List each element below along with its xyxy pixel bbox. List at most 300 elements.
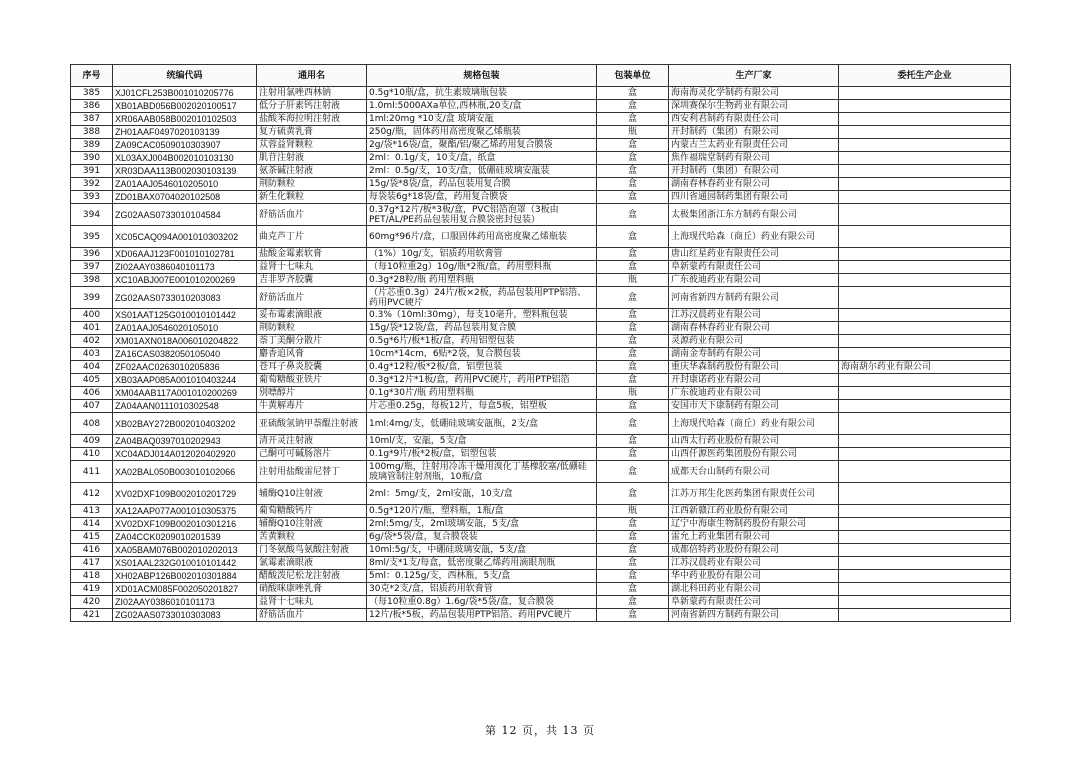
cell-unit: 盒 [597,609,669,622]
cell-seq: 421 [71,609,113,622]
cell-code: XA05BAM076B002010202013 [113,544,257,557]
cell-seq: 413 [71,505,113,518]
cell-seq: 408 [71,413,113,435]
cell-manufacturer: 太极集团浙江东方制药有限公司 [669,204,839,226]
cell-spec: 片芯重0.25g，每板12片，每盒5板，铝塑板 [367,400,597,413]
cell-unit: 盒 [597,261,669,274]
cell-manufacturer: 开封制药（集团）有限公司 [669,165,839,178]
cell-contractor [839,374,1011,387]
cell-contractor [839,400,1011,413]
cell-seq: 396 [71,248,113,261]
cell-manufacturer: 江苏万邦生化医药集团有限责任公司 [669,483,839,505]
cell-manufacturer: 广东彼迪药业有限公司 [669,274,839,287]
cell-spec: 0.3g*12片*1板/盒，药用PVC硬片，药用PTP铝箔 [367,374,597,387]
table-row [71,483,1011,505]
cell-spec: 2ml:5mg/支，2ml玻璃安瓿，5支/盒 [367,518,597,531]
table-row [71,387,1011,400]
cell-unit: 盒 [597,413,669,435]
cell-unit: 盒 [597,557,669,570]
cell-spec: 0.3g*28粒/瓶 药用塑料瓶 [367,274,597,287]
cell-code: ZH01AAF0497020103139 [113,126,257,139]
cell-generic-name: 硝酸咪康唑乳膏 [257,583,367,596]
cell-unit: 瓶 [597,126,669,139]
cell-generic-name: 曲克芦丁片 [257,226,367,248]
cell-code: XJ01CFL253B001010205776 [113,87,257,100]
cell-code: ZD01BAX0704020102508 [113,191,257,204]
cell-generic-name: 辅酶Q10注射液 [257,483,367,505]
cell-seq: 385 [71,87,113,100]
cell-contractor [839,435,1011,448]
cell-seq: 411 [71,461,113,483]
cell-code: XC05CAQ094A001010303202 [113,226,257,248]
table-row [71,287,1011,309]
cell-manufacturer: 湖南春林春药业有限公司 [669,178,839,191]
table-row [71,87,1011,100]
cell-manufacturer: 河南省新四方制药有限公司 [669,287,839,309]
cell-generic-name: 苁蓉益肾颗粒 [257,139,367,152]
cell-code: ZG02AAS0733010203083 [113,287,257,309]
cell-spec: 0.1g*30片/瓶 药用塑料瓶 [367,387,597,400]
table-row [71,226,1011,248]
cell-contractor [839,570,1011,583]
cell-spec: （每10粒重2g）10g/瓶*2瓶/盒，药用塑料瓶 [367,261,597,274]
cell-code: XV02DXF109B002010201729 [113,483,257,505]
cell-seq: 403 [71,348,113,361]
cell-seq: 397 [71,261,113,274]
cell-seq: 398 [71,274,113,287]
cell-spec: 0.5g*120片/瓶，塑料瓶，1瓶/盒 [367,505,597,518]
cell-seq: 387 [71,113,113,126]
cell-code: XD01ACM085F002050201827 [113,583,257,596]
cell-manufacturer: 成都倍特药业股份有限公司 [669,544,839,557]
table-row [71,596,1011,609]
table-row [71,113,1011,126]
cell-unit: 瓶 [597,505,669,518]
cell-unit: 盒 [597,87,669,100]
cell-seq: 410 [71,448,113,461]
column-header-code: 统编代码 [113,65,257,87]
cell-unit: 瓶 [597,274,669,287]
cell-spec: 1.0ml:5000AXa单位,西林瓶,20支/盒 [367,100,597,113]
column-header-generic-name: 通用名 [257,65,367,87]
cell-spec: 0.1g*9片/板*2板/盒，铝塑包装 [367,448,597,461]
cell-generic-name: 妥布霉素滴眼液 [257,309,367,322]
cell-unit: 盒 [597,139,669,152]
cell-manufacturer: 山西仟源医药集团股份有限公司 [669,448,839,461]
table-row [71,609,1011,622]
cell-unit: 盒 [597,178,669,191]
table-row [71,152,1011,165]
cell-seq: 389 [71,139,113,152]
cell-contractor [839,204,1011,226]
cell-contractor [839,387,1011,400]
cell-code: ZA09CAC0509010303907 [113,139,257,152]
cell-generic-name: 荆防颗粒 [257,322,367,335]
table-row [71,100,1011,113]
cell-contractor [839,126,1011,139]
cell-code: ZG02AAS0733010303083 [113,609,257,622]
cell-code: ZI02AAY0386040101173 [113,261,257,274]
table-row [71,178,1011,191]
cell-generic-name: 葡萄糖酸钙片 [257,505,367,518]
cell-unit: 盒 [597,448,669,461]
cell-spec: 2ml：0.1g/支，10支/盒，纸盒 [367,152,597,165]
cell-spec: 15g/袋*12袋/盒，药品包装用复合膜 [367,322,597,335]
cell-manufacturer: 华中药业股份有限公司 [669,570,839,583]
cell-manufacturer: 唐山红星药业有限责任公司 [669,248,839,261]
cell-spec: （1%）10g/支，铝质药用软膏管 [367,248,597,261]
cell-generic-name: 苦黄颗粒 [257,531,367,544]
cell-code: XV02DXF109B002010301216 [113,518,257,531]
cell-contractor [839,609,1011,622]
cell-code: ZA04CCK0209010201539 [113,531,257,544]
table-header-row [71,65,1011,87]
table-row [71,274,1011,287]
cell-contractor [839,505,1011,518]
cell-seq: 406 [71,387,113,400]
cell-manufacturer: 焦作福瑞堂制药有限公司 [669,152,839,165]
cell-manufacturer: 开封康诺药业有限公司 [669,374,839,387]
cell-contractor [839,531,1011,544]
table-row [71,139,1011,152]
cell-spec: 5ml：0.125g/支，西林瓶，5支/盒 [367,570,597,583]
cell-contractor [839,100,1011,113]
cell-unit: 盒 [597,348,669,361]
cell-contractor [839,348,1011,361]
cell-seq: 399 [71,287,113,309]
cell-manufacturer: 海南海灵化学制药有限公司 [669,87,839,100]
cell-contractor [839,309,1011,322]
cell-manufacturer: 灵源药业有限公司 [669,335,839,348]
cell-code: XB01ABD056B002020100517 [113,100,257,113]
cell-contractor [839,139,1011,152]
cell-contractor [839,544,1011,557]
cell-contractor [839,335,1011,348]
table-row [71,322,1011,335]
page-footer: 第 12 页，共 13 页 [485,724,595,737]
table-row [71,557,1011,570]
cell-generic-name: 舒筋活血片 [257,204,367,226]
cell-manufacturer: 河南省新四方制药有限公司 [669,609,839,622]
cell-spec: 0.5g*10瓶/盒，抗生素玻璃瓶包装 [367,87,597,100]
cell-code: XC04ADJ014A012020402920 [113,448,257,461]
cell-generic-name: 盐酸金霉素软膏 [257,248,367,261]
cell-spec: 60mg*96片/盒，口服固体药用高密度聚乙烯瓶装 [367,226,597,248]
table-row [71,191,1011,204]
cell-contractor [839,413,1011,435]
cell-code: ZA01AAJ0546020105010 [113,322,257,335]
cell-seq: 415 [71,531,113,544]
cell-contractor [839,518,1011,531]
cell-spec: 100mg/瓶，注射用冷冻干燥用溴化丁基橡胶塞/低硼硅玻璃管制注射剂瓶，10瓶/盒 [367,461,597,483]
cell-code: XL03AXJ004B002010103130 [113,152,257,165]
table-row [71,309,1011,322]
cell-spec: 2ml：0.5g/支，10支/盒，低硼硅玻璃安瓿装 [367,165,597,178]
cell-manufacturer: 广东彼迪药业有限公司 [669,387,839,400]
cell-manufacturer: 开封制药（集团）有限公司 [669,126,839,139]
cell-generic-name: 益肾十七味丸 [257,261,367,274]
cell-spec: 0.37g*12片/板*3板/盒，PVC铝箔泡罩（3板由PET/AL/PE药品包装用复合膜袋密封包装） [367,204,597,226]
cell-unit: 盒 [597,570,669,583]
cell-code: XM01AXN018A006010204822 [113,335,257,348]
table-row [71,361,1011,374]
cell-unit: 盒 [597,583,669,596]
cell-unit: 盒 [597,335,669,348]
cell-seq: 392 [71,178,113,191]
cell-contractor [839,178,1011,191]
cell-spec: 8ml/支*1支/每盒，低密度聚乙烯药用滴眼剂瓶 [367,557,597,570]
cell-seq: 394 [71,204,113,226]
cell-code: XR06AAB058B002010102503 [113,113,257,126]
column-header-contractor: 委托生产企业 [839,65,1011,87]
cell-manufacturer: 四川省通园制药集团有限公司 [669,191,839,204]
cell-generic-name: 复方硫黄乳膏 [257,126,367,139]
cell-seq: 391 [71,165,113,178]
cell-generic-name: 氨茶碱注射液 [257,165,367,178]
cell-spec: 250g/瓶，固体药用高密度聚乙烯瓶装 [367,126,597,139]
cell-code: ZG02AAS0733010104584 [113,204,257,226]
cell-contractor [839,248,1011,261]
cell-generic-name: 新生化颗粒 [257,191,367,204]
cell-generic-name: 己酮可可碱肠溶片 [257,448,367,461]
cell-unit: 盒 [597,435,669,448]
cell-generic-name: 低分子肝素钙注射液 [257,100,367,113]
cell-contractor [839,191,1011,204]
cell-seq: 402 [71,335,113,348]
cell-code: XD06AAJ123F001010102781 [113,248,257,261]
column-header-manufacturer: 生产厂家 [669,65,839,87]
cell-code: ZA04AAN0111010302548 [113,400,257,413]
cell-contractor [839,152,1011,165]
cell-unit: 盒 [597,287,669,309]
cell-spec: 6g/袋*5袋/盒，复合膜袋装 [367,531,597,544]
cell-spec: 0.5g*6片/板*1板/盒，药用铝塑包装 [367,335,597,348]
cell-seq: 420 [71,596,113,609]
cell-generic-name: 苍耳子鼻炎胶囊 [257,361,367,374]
cell-generic-name: 牛黄解毒片 [257,400,367,413]
cell-unit: 盒 [597,113,669,126]
cell-spec: 10ml/支，安瓿，5支/盒 [367,435,597,448]
cell-unit: 盒 [597,322,669,335]
cell-unit: 盒 [597,531,669,544]
cell-spec: 2ml：5mg/支，2ml安瓿，10支/盒 [367,483,597,505]
cell-generic-name: 氯霉素滴眼液 [257,557,367,570]
cell-generic-name: 葡萄糖酸亚铁片 [257,374,367,387]
cell-manufacturer: 安国市天下康制药有限公司 [669,400,839,413]
cell-manufacturer: 阜新蒙药有限责任公司 [669,261,839,274]
cell-seq: 417 [71,557,113,570]
cell-code: XB02BAY272B002010403202 [113,413,257,435]
cell-unit: 盒 [597,191,669,204]
cell-spec: 0.3%（10ml:30mg），每支10毫升，塑料瓶包装 [367,309,597,322]
cell-code: XM04AAB117A001010200269 [113,387,257,400]
table-row [71,165,1011,178]
cell-unit: 盒 [597,596,669,609]
cell-generic-name: 注射用盐酸雷尼替丁 [257,461,367,483]
cell-unit: 盒 [597,100,669,113]
cell-seq: 393 [71,191,113,204]
cell-unit: 盒 [597,226,669,248]
cell-contractor [839,596,1011,609]
cell-seq: 412 [71,483,113,505]
cell-manufacturer: 湖南金寿制药有限公司 [669,348,839,361]
cell-seq: 404 [71,361,113,374]
cell-seq: 409 [71,435,113,448]
cell-generic-name: 麝香追风膏 [257,348,367,361]
table-row [71,248,1011,261]
cell-seq: 400 [71,309,113,322]
table-row [71,531,1011,544]
cell-code: XB03AAP085A001010403244 [113,374,257,387]
cell-spec: （每10粒重0.8g）1.6g/袋*5袋/盒，复合膜袋 [367,596,597,609]
cell-contractor [839,448,1011,461]
cell-generic-name: 辅酶Q10注射液 [257,518,367,531]
cell-code: ZA04BAQ0397010202943 [113,435,257,448]
table-row [71,374,1011,387]
cell-manufacturer: 重庆华森制药股份有限公司 [669,361,839,374]
cell-code: XC10ABJ007E001010200269 [113,274,257,287]
cell-unit: 盒 [597,518,669,531]
cell-seq: 390 [71,152,113,165]
cell-manufacturer: 深圳赛保尔生物药业有限公司 [669,100,839,113]
cell-manufacturer: 上海现代哈森（商丘）药业有限公司 [669,413,839,435]
cell-spec: 2g/袋*16袋/盒，聚酯/铝/聚乙烯药用复合膜袋 [367,139,597,152]
table-row [71,126,1011,139]
cell-code: XA12AAP077A001010305375 [113,505,257,518]
cell-spec: 1ml:20mg *10支/盒 玻璃安瓿 [367,113,597,126]
cell-contractor [839,483,1011,505]
cell-seq: 401 [71,322,113,335]
table-row [71,461,1011,483]
cell-code: XA02BAL050B003010102066 [113,461,257,483]
table-row [71,518,1011,531]
cell-unit: 盒 [597,400,669,413]
column-header-seq: 序号 [71,65,113,87]
cell-code: XH02ABP126B002010301884 [113,570,257,583]
cell-generic-name: 盐酸苯海拉明注射液 [257,113,367,126]
table-row [71,570,1011,583]
cell-contractor [839,165,1011,178]
cell-unit: 盒 [597,204,669,226]
column-header-unit: 包装单位 [597,65,669,87]
cell-contractor [839,261,1011,274]
cell-seq: 407 [71,400,113,413]
cell-generic-name: 吉非罗齐胶囊 [257,274,367,287]
cell-seq: 416 [71,544,113,557]
cell-contractor [839,113,1011,126]
table-row [71,348,1011,361]
table-row [71,435,1011,448]
cell-manufacturer: 江西新赣江药业股份有限公司 [669,505,839,518]
cell-unit: 盒 [597,461,669,483]
cell-contractor [839,557,1011,570]
cell-unit: 盒 [597,483,669,505]
cell-unit: 盒 [597,152,669,165]
cell-spec: 10ml:5g/支，中硼硅玻璃安瓿，5支/盒 [367,544,597,557]
table-row [71,261,1011,274]
table-row [71,413,1011,435]
cell-generic-name: 益肾十七味丸 [257,596,367,609]
cell-contractor [839,583,1011,596]
cell-seq: 386 [71,100,113,113]
cell-spec: 15g/袋*8袋/盒，药品包装用复合膜 [367,178,597,191]
cell-generic-name: 别嘌醇片 [257,387,367,400]
cell-contractor [839,322,1011,335]
cell-seq: 418 [71,570,113,583]
cell-spec: （片芯重0.3g）24片/板×2板，药品包装用PTP铝箔、药用PVC硬片 [367,287,597,309]
cell-generic-name: 清开灵注射液 [257,435,367,448]
table-row [71,448,1011,461]
table-row [71,400,1011,413]
cell-manufacturer: 湖北科田药业有限公司 [669,583,839,596]
cell-generic-name: 荆防颗粒 [257,178,367,191]
cell-manufacturer: 江苏汉晨药业有限公司 [669,557,839,570]
cell-code: XR03DAA113B002030103139 [113,165,257,178]
cell-manufacturer: 上海现代哈森（商丘）药业有限公司 [669,226,839,248]
cell-spec: 1ml:4mg/支，低硼硅玻璃安瓿瓶，2支/盒 [367,413,597,435]
table-row [71,335,1011,348]
cell-seq: 388 [71,126,113,139]
table-row [71,544,1011,557]
cell-manufacturer: 辽宁中海康生物制药股份有限公司 [669,518,839,531]
cell-unit: 盒 [597,374,669,387]
cell-seq: 395 [71,226,113,248]
cell-manufacturer: 内蒙古兰太药业有限责任公司 [669,139,839,152]
cell-manufacturer: 雷允上药业集团有限公司 [669,531,839,544]
cell-contractor [839,287,1011,309]
cell-contractor: 海南葫尔药业有限公司 [839,361,1011,374]
cell-generic-name: 萘丁美酮分散片 [257,335,367,348]
cell-contractor [839,226,1011,248]
cell-generic-name: 舒筋活血片 [257,287,367,309]
cell-contractor [839,461,1011,483]
cell-unit: 盒 [597,309,669,322]
cell-generic-name: 亚硫酸氢钠甲萘醌注射液 [257,413,367,435]
table-row [71,204,1011,226]
cell-spec: 10cm*14cm，6贴*2袋，复合膜包装 [367,348,597,361]
cell-unit: 盒 [597,165,669,178]
table-body [71,87,1011,622]
cell-spec: 12片/板*5板，药品包装用PTP铝箔、药用PVC硬片 [367,609,597,622]
cell-spec: 30克*2支/盒，铝质药用软膏管 [367,583,597,596]
cell-unit: 盒 [597,361,669,374]
cell-code: ZI02AAY0386010101173 [113,596,257,609]
cell-contractor [839,274,1011,287]
cell-generic-name: 肌苷注射液 [257,152,367,165]
table-row [71,583,1011,596]
cell-code: ZA16CAS0382050105040 [113,348,257,361]
cell-seq: 405 [71,374,113,387]
cell-unit: 盒 [597,248,669,261]
cell-manufacturer: 山西太行药业股份有限公司 [669,435,839,448]
cell-code: ZF02AAC0263010205836 [113,361,257,374]
cell-spec: 0.4g*12粒/板*2板/盒，铝塑包装 [367,361,597,374]
cell-code: ZA01AAJ0546010205010 [113,178,257,191]
cell-unit: 瓶 [597,387,669,400]
cell-manufacturer: 西安利君制药有限责任公司 [669,113,839,126]
cell-generic-name: 注射用氯唑西林钠 [257,87,367,100]
cell-code: XS01AAT125G010010101442 [113,309,257,322]
cell-manufacturer: 阜新蒙药有限责任公司 [669,596,839,609]
cell-contractor [839,87,1011,100]
cell-code: XS01AAL232G010010101442 [113,557,257,570]
cell-generic-name: 舒筋活血片 [257,609,367,622]
cell-manufacturer: 成都天台山制药有限公司 [669,461,839,483]
drug-catalog-table [70,64,1011,622]
cell-spec: 每袋装6g*18袋/盒，药用复合膜袋 [367,191,597,204]
table-row [71,505,1011,518]
cell-unit: 盒 [597,544,669,557]
